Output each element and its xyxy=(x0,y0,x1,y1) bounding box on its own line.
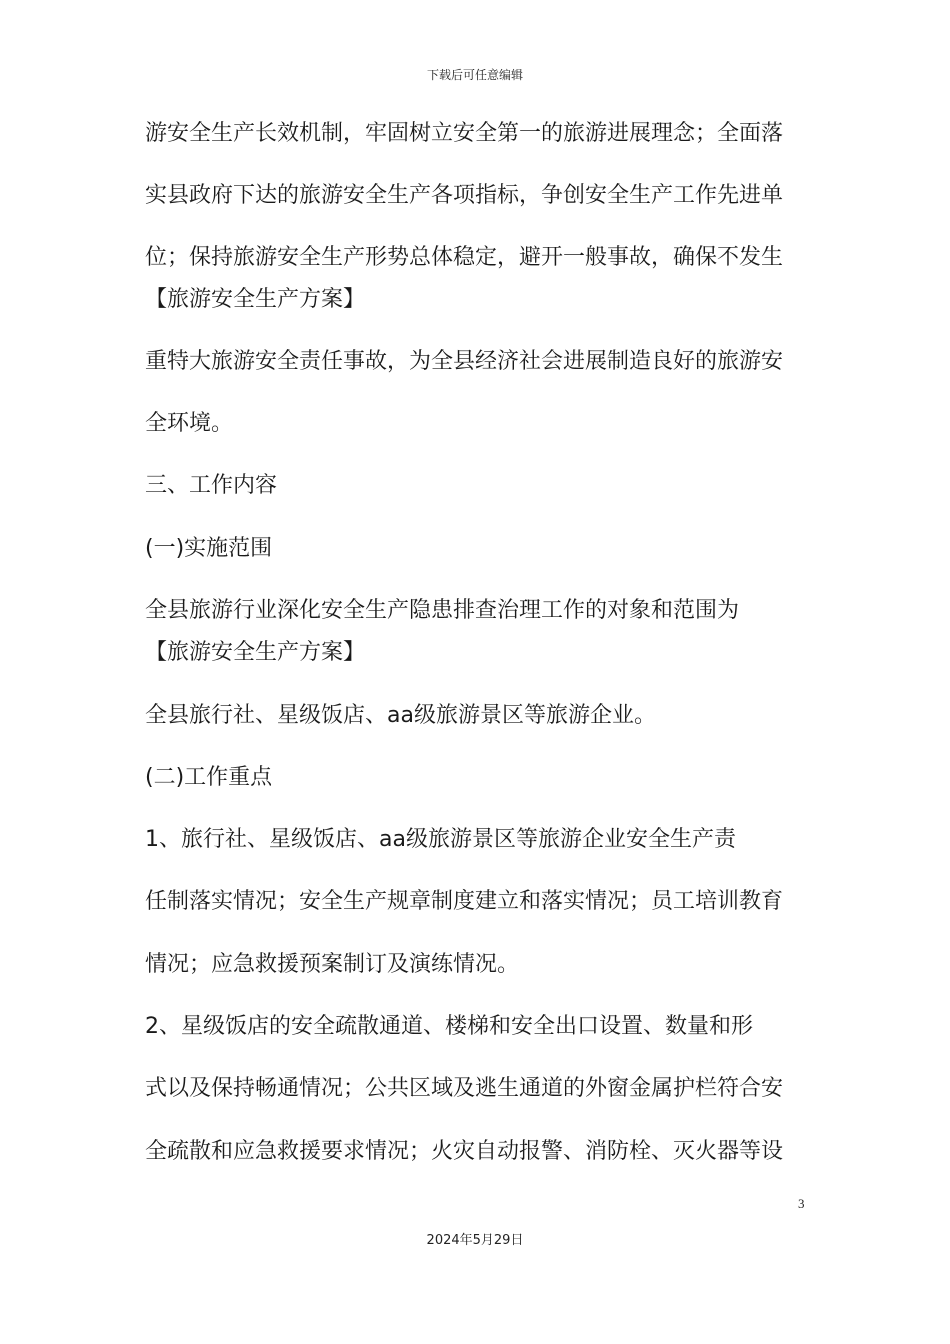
section-tag: 【旅游安全生产方案】 xyxy=(145,287,366,312)
body-text-line: 情况；应急救援预案制订及演练情况。 xyxy=(145,952,520,977)
page-footer-date: 2024年5月29日 xyxy=(426,1233,524,1248)
list-item-text: 1、旅行社、星级饭店、aa级旅游景区等旅游企业安全生产责 xyxy=(145,827,736,852)
body-text-line: 重特大旅游安全责任事故，为全县经济社会进展制造良好的旅游安 xyxy=(145,349,784,374)
body-text-line: 式以及保持畅通情况；公共区域及逃生通道的外窗金属护栏符合安 xyxy=(145,1076,784,1101)
list-item-text: 2、星级饭店的安全疏散通道、楼梯和安全出口设置、数量和形 xyxy=(145,1014,753,1039)
body-text-line: 全疏散和应急救援要求情况；火灾自动报警、消防栓、灭火器等设 xyxy=(145,1139,784,1164)
body-text-line: 全县旅行社、星级饭店、aa级旅游景区等旅游企业。 xyxy=(145,703,656,728)
subsection-heading: (一)实施范围 xyxy=(145,536,273,561)
page-header: 下载后可任意编辑 xyxy=(426,68,523,82)
body-text-line: 游安全生产长效机制，牢固树立安全第一的旅游进展理念；全面落 xyxy=(145,121,784,146)
body-text-line: 任制落实情况；安全生产规章制度建立和落实情况；员工培训教育 xyxy=(145,889,784,914)
page-number: 3 xyxy=(798,1196,805,1211)
body-text-line: 位；保持旅游安全生产形势总体稳定，避开一般事故，确保不发生 xyxy=(145,245,784,270)
body-text-line: 实县政府下达的旅游安全生产各项指标，争创安全生产工作先进单 xyxy=(145,183,784,208)
body-text-line: 全环境。 xyxy=(145,411,234,436)
subsection-heading: (二)工作重点 xyxy=(145,765,273,790)
body-text-line: 全县旅游行业深化安全生产隐患排查治理工作的对象和范围为 xyxy=(145,598,740,623)
section-tag: 【旅游安全生产方案】 xyxy=(145,640,366,665)
section-heading: 三、工作内容 xyxy=(145,473,278,498)
